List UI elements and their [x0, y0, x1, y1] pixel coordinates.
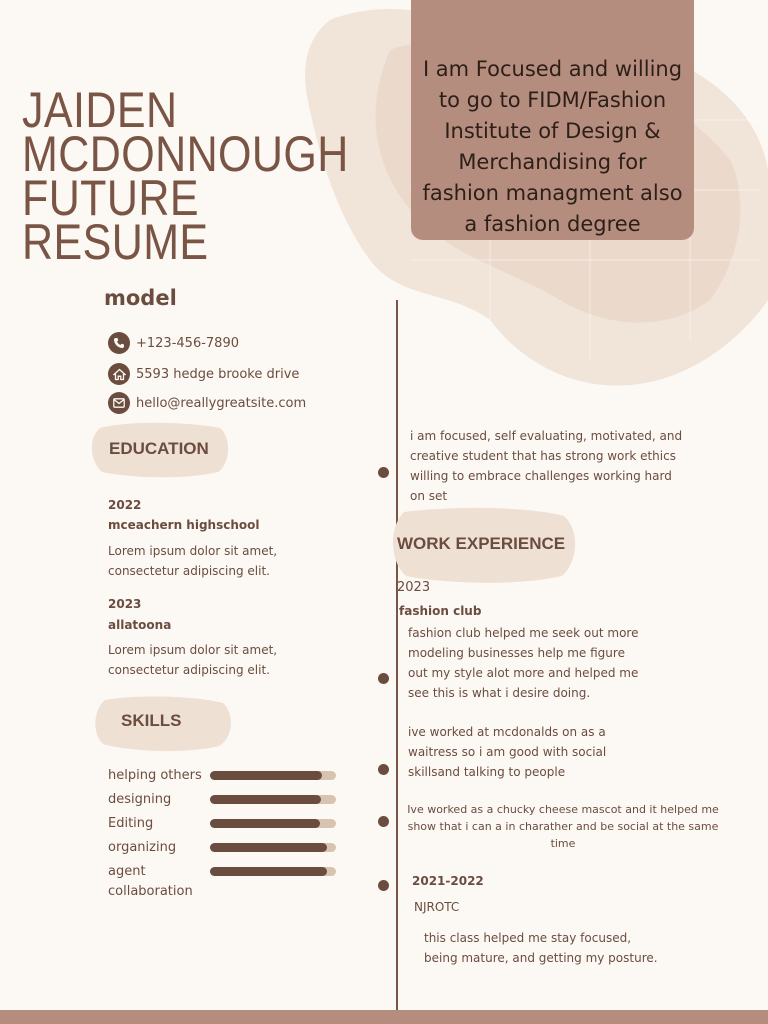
skill-label-1: helping others [108, 768, 202, 783]
education-desc-1-line2: consectetur adipiscing elit. [108, 564, 270, 578]
education-desc-2-line1: Lorem ipsum dolor sit amet, [108, 643, 278, 657]
title-line-future: FUTURE [22, 170, 199, 226]
home-icon [108, 363, 130, 385]
contact-phone [108, 332, 239, 354]
skill-bar-1 [210, 771, 336, 780]
skill-bar-fill [210, 867, 327, 876]
timeline-dot [378, 673, 389, 684]
work-experience-heading-label: WORK EXPERIENCE [397, 534, 566, 553]
intro-statement-box [411, 0, 694, 240]
bottom-accent-bar [0, 1010, 768, 1024]
work-desc-2 [408, 722, 606, 782]
about-line-2: creative student that has strong work ethics [410, 449, 676, 463]
education-school-2: allatoona [108, 618, 172, 632]
work-desc-4-line-2: being mature, and getting my posture. [424, 951, 658, 965]
work-desc-1-line-1: fashion club helped me seek out more [408, 626, 639, 640]
skill-label-4: organizing [108, 840, 177, 855]
mail-icon [108, 392, 130, 414]
skills-heading [93, 694, 233, 752]
work-desc-4 [424, 928, 658, 968]
about-line-4: on set [410, 489, 448, 503]
skill-bar-fill [210, 771, 322, 780]
work-desc-2-line-2: waitress so i am good with social [408, 745, 607, 759]
title-line-resume: RESUME [22, 214, 209, 270]
skill-label-5: agent collaboration [108, 864, 193, 899]
work-desc-1-line-3: out my style alot more and helped me [408, 666, 639, 680]
skills-heading-label: SKILLS [121, 711, 182, 730]
work-year-2: 2021-2022 [412, 874, 484, 888]
phone-text: +123-456-7890 [136, 335, 239, 351]
timeline-dot [378, 880, 389, 891]
skill-bar-fill [210, 843, 327, 852]
work-desc-4-line-1: this class helped me stay focused, [424, 931, 632, 945]
skill-bar-fill [210, 819, 320, 828]
intro-statement: I am Focused and willing to go to FIDM/Fashion Institute of Design & Merchandising for fashion managment also a fashion degree [422, 57, 683, 236]
education-year-2: 2023 [108, 597, 142, 611]
education-school-1: mceachern highschool [108, 518, 260, 532]
phone-icon [108, 332, 130, 354]
name-line-last: MCDONNOUGH [22, 126, 349, 182]
timeline-dot [378, 467, 389, 478]
address-text: 5593 hedge brooke drive [136, 366, 300, 382]
skill-bar-5 [210, 867, 336, 876]
resume-title [22, 82, 349, 270]
contact-address [108, 363, 299, 385]
timeline-dot [378, 816, 389, 827]
work-year-1: 2023 [397, 580, 431, 595]
skill-label-3: Editing [108, 816, 154, 831]
education-desc-1 [108, 541, 308, 581]
education-heading [90, 420, 230, 478]
timeline-line [396, 300, 398, 1012]
skill-bar-fill [210, 795, 321, 804]
work-title-1: fashion club [399, 604, 482, 618]
work-title-4: NJROTC [414, 900, 460, 914]
work-desc-1-line-2: modeling businesses help me figure [408, 646, 625, 660]
name-line-first: JAIDEN [22, 82, 178, 138]
skill-label-2: designing [108, 792, 172, 807]
education-desc-2-line2: consectetur adipiscing elit. [108, 663, 270, 677]
education-desc-2 [108, 640, 308, 680]
education-heading-label: EDUCATION [109, 439, 209, 458]
education-desc-1-line1: Lorem ipsum dolor sit amet, [108, 544, 278, 558]
work-desc-2-line-3: skillsand talking to people [408, 765, 566, 779]
role-title: model [104, 286, 177, 310]
work-desc-2-line-1: ive worked at mcdonalds on as a [408, 725, 606, 739]
work-experience-heading [388, 506, 578, 584]
work-desc-3: Ive worked as a chucky cheese mascot and it helped me show that i can a in charather and be social at the same time [407, 803, 719, 850]
about-line-3: willing to embrace challenges working hard [410, 469, 672, 483]
about-line-1: i am focused, self evaluating, motivated, and [410, 429, 683, 443]
email-text[interactable]: hello@reallygreatsite.com [136, 395, 307, 411]
skill-bar-3 [210, 819, 336, 828]
work-desc-1-line-4: see this is what i desire doing. [408, 686, 591, 700]
skill-bar-2 [210, 795, 336, 804]
contact-email [108, 392, 306, 414]
work-desc-1 [408, 623, 638, 703]
skill-bar-4 [210, 843, 336, 852]
timeline-dot [378, 764, 389, 775]
about-paragraph [410, 426, 682, 506]
education-year-1: 2022 [108, 498, 142, 512]
